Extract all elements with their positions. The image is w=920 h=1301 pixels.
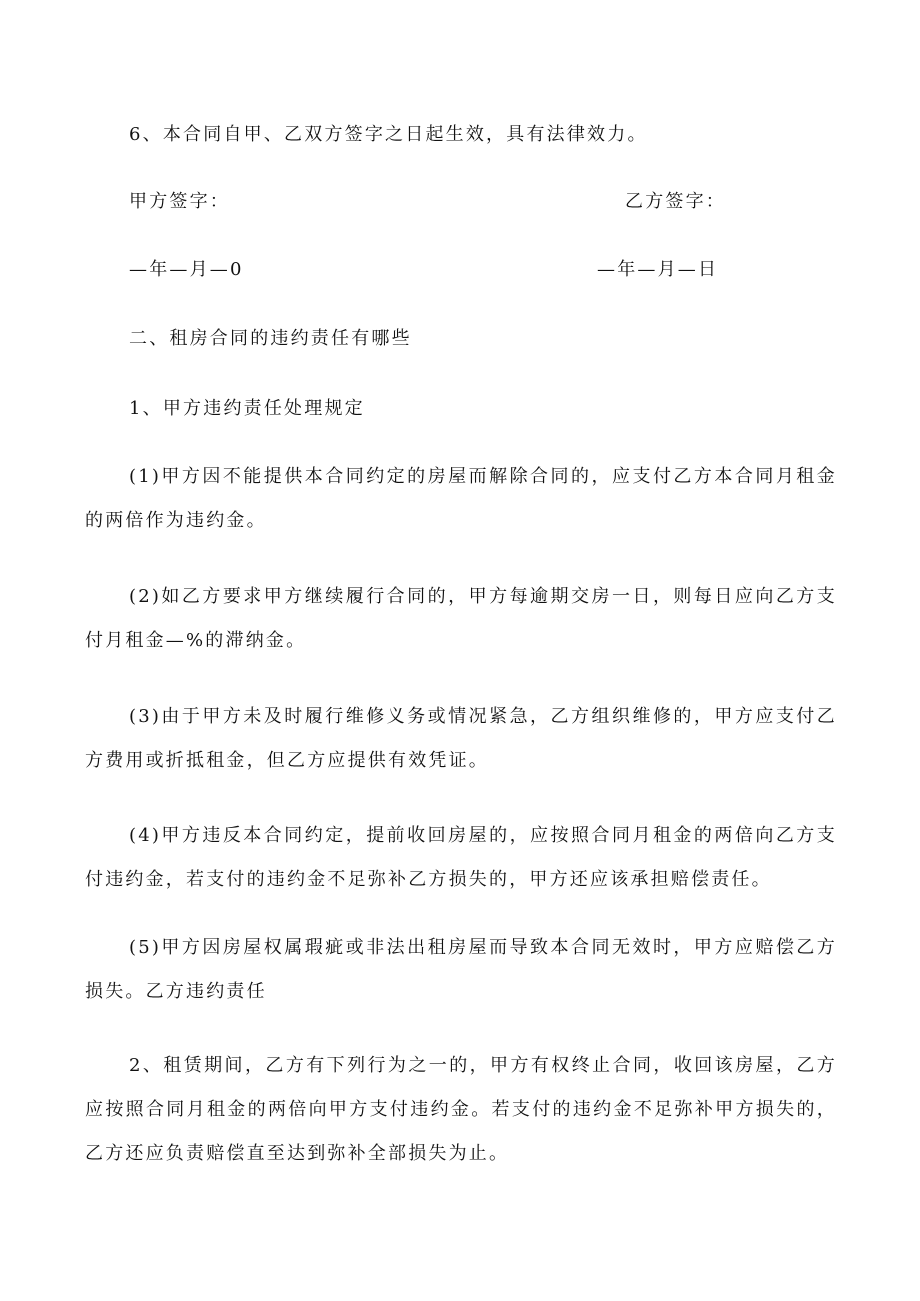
- clause-paragraph-5: (5)甲方因房屋权属瑕疵或非法出租房屋而导致本合同无效时，甲方应赔偿乙方损失。乙方违约责任: [85, 937, 837, 1002]
- effective-clause: 6、本合同自甲、乙双方签字之日起生效，具有法律效力。: [129, 124, 648, 145]
- clause-paragraph-6: 2、租赁期间，乙方有下列行为之一的，甲方有权终止合同，收回该房屋，乙方应按照合同月租金的两倍向甲方支付违约金。若支付的违约金不足弥补甲方损失的，乙方还应负责赔偿直至达到弥补全部损失为止。: [85, 1055, 837, 1164]
- clause-paragraph-4: (4)甲方违反本合同约定，提前收回房屋的，应按照合同月租金的两倍向乙方支付违约金，若支付的违约金不足弥补乙方损失的，甲方还应该承担赔偿责任。: [85, 825, 837, 890]
- party-a-signature-label: 甲方签字：: [129, 191, 230, 212]
- sub-heading: 1、甲方违约责任处理规定: [129, 398, 365, 419]
- party-b-date: —年—月—日: [597, 259, 719, 280]
- clause-paragraph-2: (2)如乙方要求甲方继续履行合同的，甲方每逾期交房一日，则每日应向乙方支付月租金—%的滞纳金。: [85, 586, 837, 651]
- clause-paragraph-1: (1)甲方因不能提供本合同约定的房屋而解除合同的，应支付乙方本合同月租金的两倍作为违约金。: [85, 466, 837, 531]
- section-heading: 二、租房合同的违约责任有哪些: [129, 328, 412, 349]
- party-a-date: —年—月—0: [129, 259, 244, 280]
- party-b-signature-label: 乙方签字：: [625, 191, 726, 212]
- clause-paragraph-3: (3)由于甲方未及时履行维修义务或情况紧急，乙方组织维修的，甲方应支付乙方费用或折抵租金，但乙方应提供有效凭证。: [85, 706, 837, 771]
